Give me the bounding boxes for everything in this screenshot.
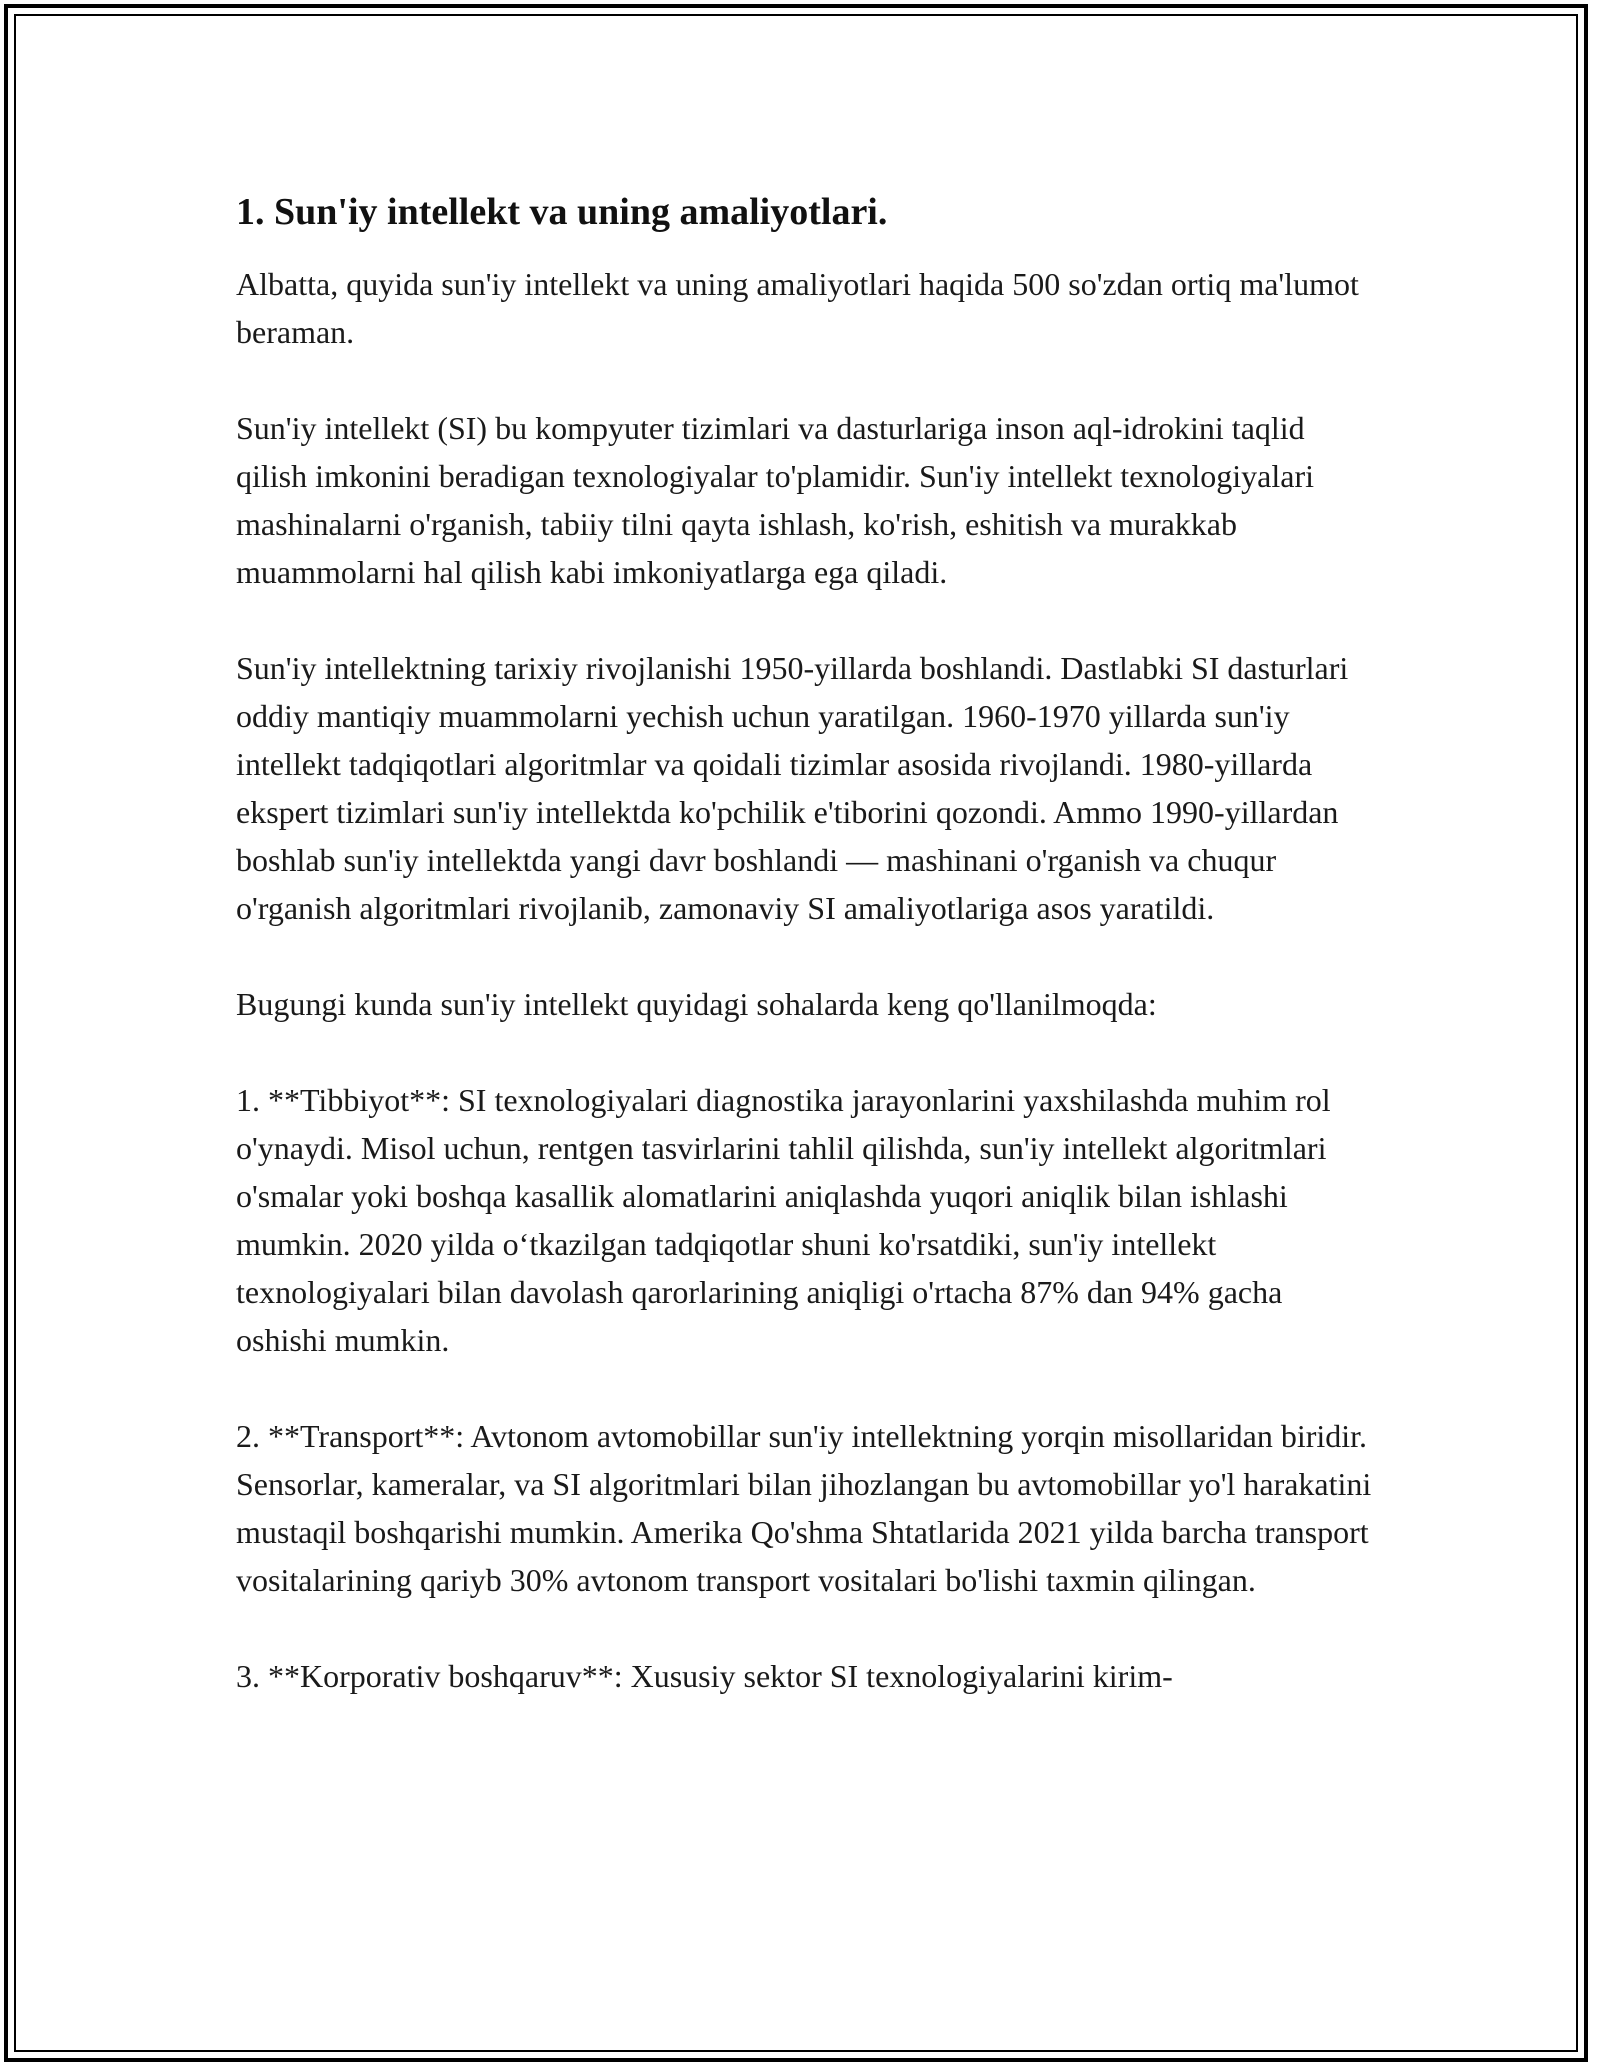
list-item-transport: 2. **Transport**: Avtonom avtomobillar sun'iy intellektning yorqin misollaridan biridir. Sensorlar, kameralar, va SI algoritmlari bilan jihozlangan bu avtomobillar yo'l harakatini mustaqil boshqarishi mumkin. Amerika Qo'shma Shtatlarida 2021 yilda barcha transport vositalarining qariyb 30% avtonom transport vositalari bo'lishi taxmin qilingan. [236,1418,1372,1598]
paragraph-history: Sun'iy intellektning tarixiy rivojlanishi 1950-yillarda boshlandi. Dastlabki SI dasturlari oddiy mantiqiy muammolarni yechish uchun yaratilgan. 1960-1970 yillarda sun'iy intellekt tadqiqotlari algoritmlar va qoidali tizimlar asosida rivojlandi. 1980-yillarda ekspert tizimlari sun'iy intellektda ko'pchilik e'tiborini qozondi. Ammo 1990-yillardan boshlab sun'iy intellektda yangi davr boshlandi — mashinani o'rganish va chuqur o'rganish algoritmlari rivojlanib, zamonaviy SI amaliyotlariga asos yaratildi. [236,650,1349,926]
paragraph-definition: Sun'iy intellekt (SI) bu kompyuter tizimlari va dasturlariga inson aql-idrokini taqlid qilish imkonini beradigan texnologiyalar to'plamidir. Sun'iy intellekt texnologiyalari mashinalarni o'rganish, tabiiy tilni qayta ishlash, ko'rish, eshitish va murakkab muammolarni hal qilish kabi imkoniyatlarga ega qiladi. [236,410,1315,590]
paragraph-applications-intro: Bugungi kunda sun'iy intellekt quyidagi sohalarda keng qo'llanilmoqda: [236,986,1157,1022]
list-item-corporate: 3. **Korporativ boshqaruv**: Xususiy sektor SI texnologiyalarini kirim- [236,1658,1173,1694]
document-body [236,184,1376,1700]
document-title: 1. Sun'iy intellekt va uning amaliyotlari. [236,191,888,233]
paragraph-intro: Albatta, quyida sun'iy intellekt va uning amaliyotlari haqida 500 so'zdan ortiq ma'lumot beraman. [236,266,1359,350]
list-item-medicine: 1. **Tibbiyot**: SI texnologiyalari diagnostika jarayonlarini yaxshilashda muhim rol o'ynaydi. Misol uchun, rentgen tasvirlarini tahlil qilishda, sun'iy intellekt algoritmlari o'smalar yoki boshqa kasallik alomatlarini aniqlashda yuqori aniqlik bilan ishlashi mumkin. 2020 yilda o‘tkazilgan tadqiqotlar shuni ko'rsatdiki, sun'iy intellekt texnologiyalari bilan davolash qarorlarining aniqligi o'rtacha 87% dan 94% gacha oshishi mumkin. [236,1082,1331,1358]
